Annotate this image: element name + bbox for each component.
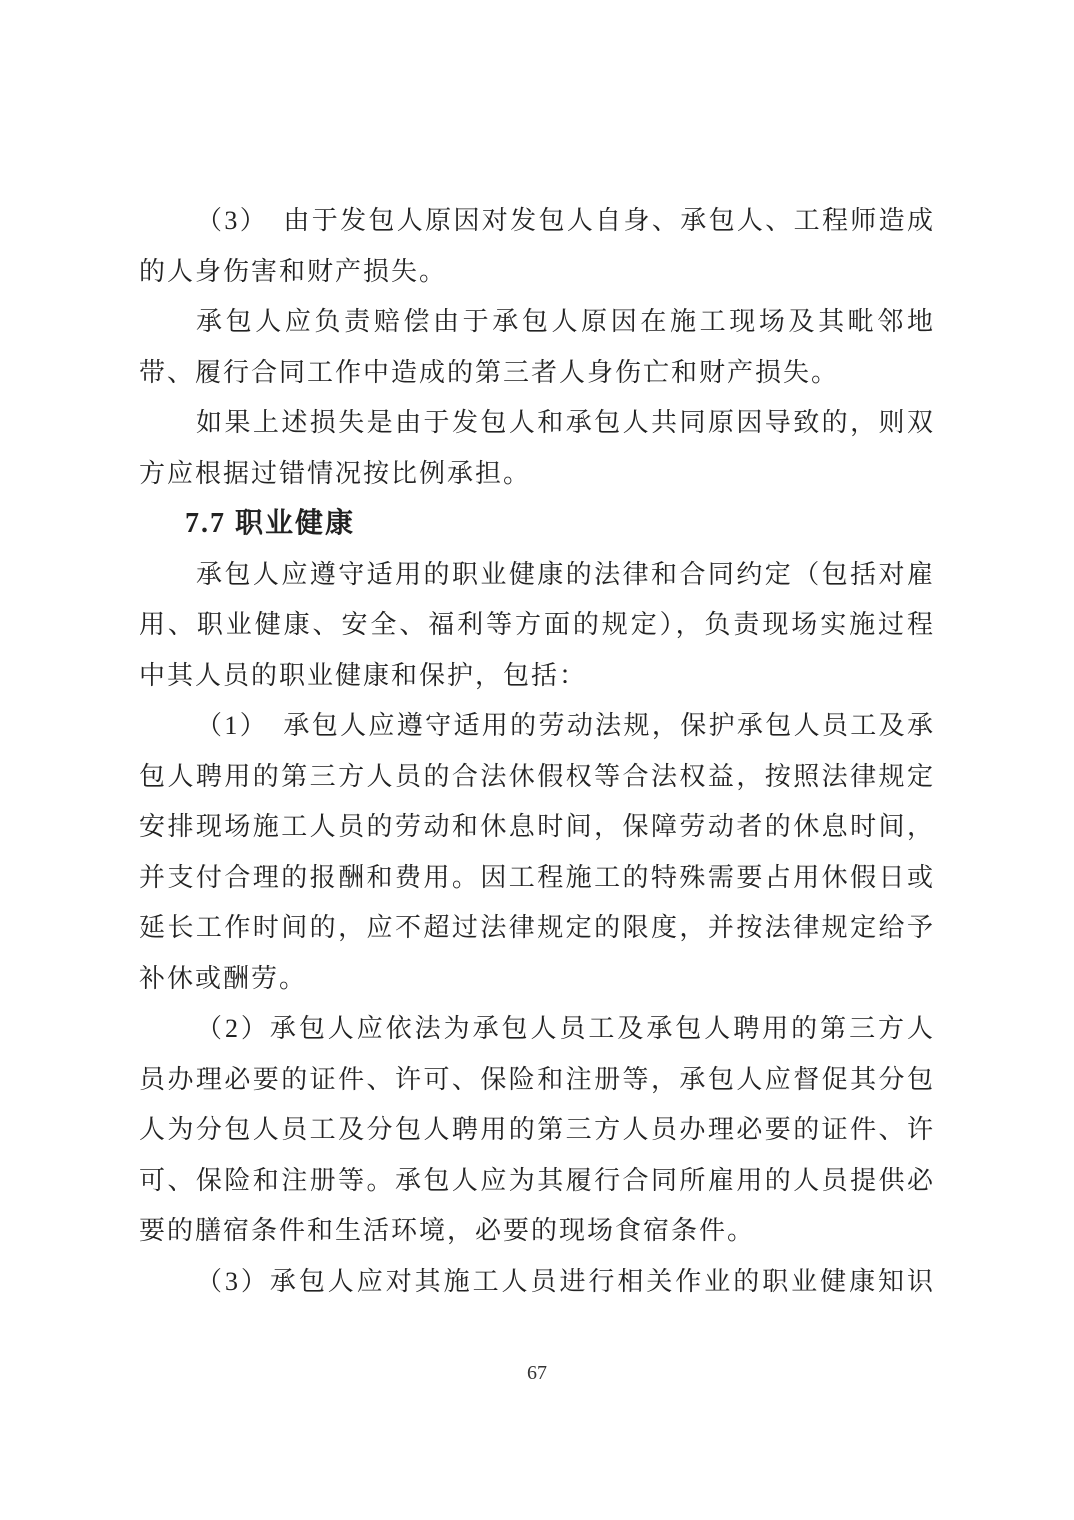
text-line: 的人身伤害和财产损失。 [139, 256, 448, 286]
text-line: （3） 由于发包人原因对发包人自身、承包人、工程师造成 [196, 206, 935, 235]
text-line: （1） 承包人应遵守适用的劳动法规，保护承包人员工及承 [196, 711, 935, 740]
page-number: 67 [527, 1362, 547, 1384]
section-heading: 7.7 职业健康 [185, 508, 356, 539]
text-line: 补休或酬劳。 [139, 963, 308, 993]
text-line: 中其人员的职业健康和保护，包括： [139, 660, 588, 690]
text-line: 用、职业健康、安全、福利等方面的规定），负责现场实施过程 [139, 610, 935, 639]
text-line: 包人聘用的第三方人员的合法休假权等合法权益，按照法律规定 [139, 761, 935, 791]
text-line: 方应根据过错情况按比例承担。 [139, 458, 532, 488]
text-line: 人为分包人员工及分包人聘用的第三方人员办理必要的证件、许 [139, 1115, 935, 1144]
text-line: 可、保险和注册等。承包人应为其履行合同所雇用的人员提供必 [139, 1165, 935, 1195]
text-line: 员办理必要的证件、许可、保险和注册等，承包人应督促其分包 [139, 1064, 935, 1094]
text-line: 安排现场施工人员的劳动和休息时间，保障劳动者的休息时间， [139, 812, 935, 841]
text-line: 带、履行合同工作中造成的第三者人身伤亡和财产损失。 [139, 357, 840, 387]
text-line: （3）承包人应对其施工人员进行相关作业的职业健康知识 [196, 1266, 935, 1296]
text-line: 延长工作时间的，应不超过法律规定的限度，并按法律规定给予 [139, 913, 935, 942]
text-line: （2）承包人应依法为承包人员工及承包人聘用的第三方人 [196, 1014, 935, 1043]
text-line: 如果上述损失是由于发包人和承包人共同原因导致的，则双 [196, 408, 935, 437]
text-line: 要的膳宿条件和生活环境，必要的现场食宿条件。 [139, 1216, 756, 1245]
text-line: 并支付合理的报酬和费用。因工程施工的特殊需要占用休假日或 [139, 862, 935, 892]
text-line: 承包人应遵守适用的职业健康的法律和合同约定（包括对雇 [196, 559, 935, 589]
text-body [139, 196, 935, 1307]
text-line: 承包人应负责赔偿由于承包人原因在施工现场及其毗邻地 [196, 307, 935, 336]
